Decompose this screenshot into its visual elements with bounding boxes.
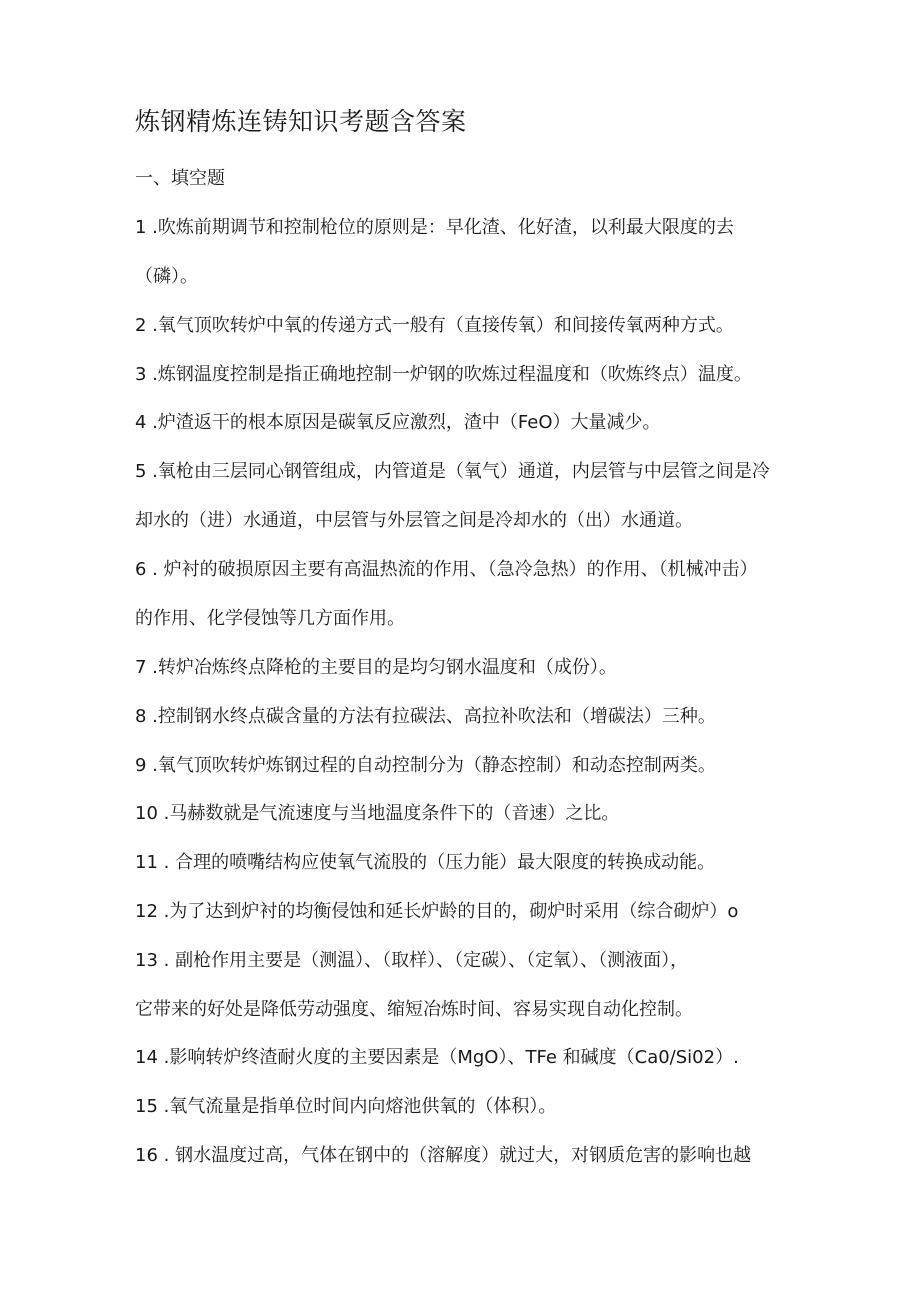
question-5-line-2: 却水的（进）水通道，中层管与外层管之间是冷却水的（出）水通道。 <box>135 510 693 531</box>
question-4-line: 4 .炉渣返干的根本原因是碳氧反应激烈，渣中（FeO）大量减少。 <box>135 412 661 433</box>
question-5-line-1: 5 .氧枪由三层同心钢管组成，内管道是（氧气）通道，内层管与中层管之间是冷 <box>135 461 770 482</box>
question-15-line: 15 .氧气流量是指单位时间内向熔池供氧的（体积）。 <box>135 1096 557 1117</box>
question-2-line: 2 .氧气顶吹转炉中氧的传递方式一般有（直接传氧）和间接传氧两种方式。 <box>135 315 734 336</box>
question-7-line: 7 .转炉冶炼终点降枪的主要目的是均匀钢水温度和（成份）。 <box>135 657 617 678</box>
question-8-line: 8 .控制钢水终点碳含量的方法有拉碳法、高拉补吹法和（增碳法）三种。 <box>135 706 716 727</box>
document-title: 炼钢精炼连铸知识考题含答案 <box>135 107 467 136</box>
question-3-line: 3 .炼钢温度控制是指正确地控制一炉钢的吹炼过程温度和（吹炼终点）温度。 <box>135 364 752 385</box>
question-13-line-1: 13 . 副枪作用主要是（测温）、（取样）、（定碳）、（定氧）、（测液面）， <box>135 950 689 971</box>
question-12-line: 12 .为了达到炉衬的均衡侵蚀和延长炉龄的目的，砌炉时采用（综合砌炉）o <box>135 901 739 922</box>
question-13-line-2: 它带来的好处是降低劳动强度、缩短冶炼时间、容易实现自动化控制。 <box>135 999 693 1020</box>
question-1-line-1: 1 .吹炼前期调节和控制枪位的原则是：早化渣、化好渣，以利最大限度的去 <box>135 217 734 238</box>
question-10-line: 10 .马赫数就是气流速度与当地温度条件下的（音速）之比。 <box>135 803 620 824</box>
question-16-line-1: 16 . 钢水温度过高，气体在钢中的（溶解度）就过大，对钢质危害的影响也越 <box>135 1145 752 1166</box>
question-6-line-2: 的作用、化学侵蚀等几方面作用。 <box>135 608 405 629</box>
question-9-line: 9 .氧气顶吹转炉炼钢过程的自动控制分为（静态控制）和动态控制两类。 <box>135 755 716 776</box>
question-6-line-1: 6 . 炉衬的破损原因主要有高温热流的作用、（急冷急热）的作用、（机械冲击） <box>135 559 758 580</box>
question-1-line-2: （磷）。 <box>135 266 198 287</box>
section-heading: 一、填空题 <box>135 168 225 189</box>
question-14-line: 14 .影响转炉终渣耐火度的主要因素是（MgO）、TFe 和碱度（Ca0/Si02）. <box>135 1047 739 1068</box>
question-11-line: 11 . 合理的喷嘴结构应使氧气流股的（压力能）最大限度的转换成动能。 <box>135 852 716 873</box>
